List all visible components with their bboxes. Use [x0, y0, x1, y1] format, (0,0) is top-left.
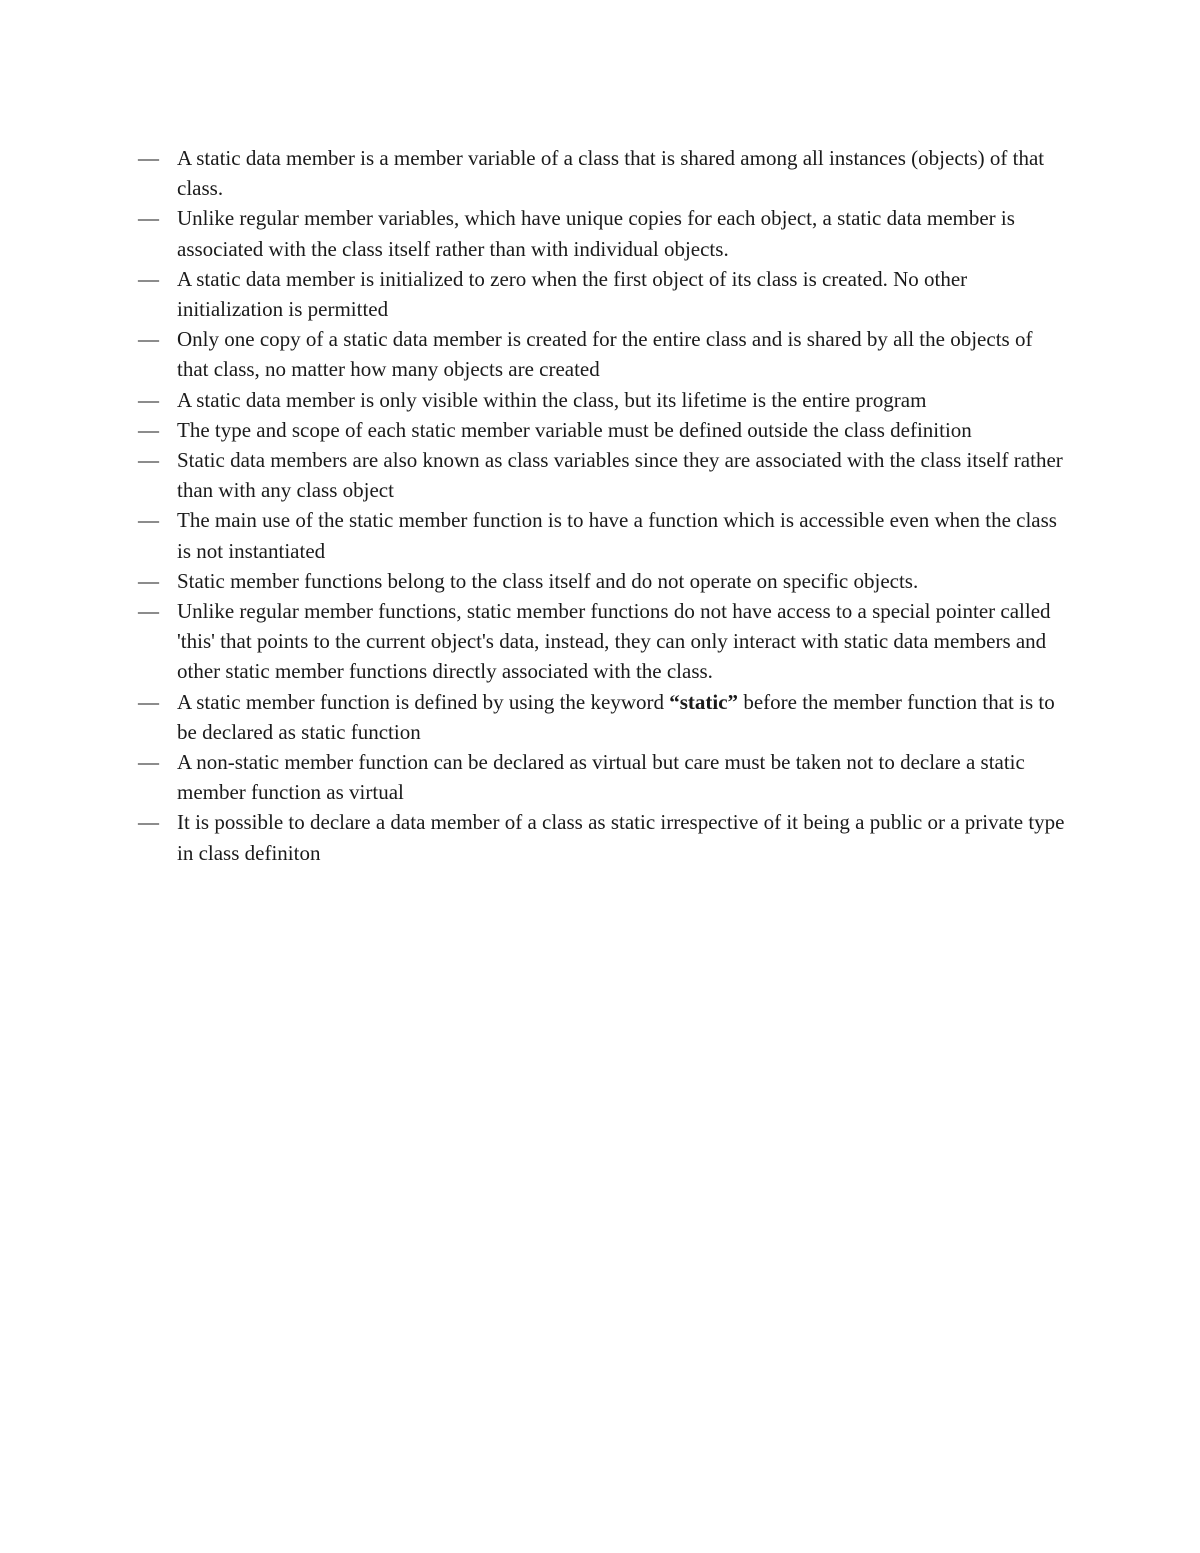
list-item	[138, 596, 1068, 687]
dash-bullet-icon: —	[138, 568, 159, 593]
list-item	[138, 203, 1068, 263]
list-item	[138, 505, 1068, 565]
list-item-text: The main use of the static member function is to have a function which is accessible even when the class is not instantiated	[177, 508, 1057, 563]
dash-bullet-icon: —	[138, 266, 159, 291]
list-item	[138, 807, 1068, 867]
list-item	[138, 415, 1068, 445]
dash-bullet-icon: —	[138, 327, 159, 352]
list-item	[138, 747, 1068, 807]
list-item-text-before: A static member function is defined by using the keyword	[177, 689, 670, 714]
list-item-text: The type and scope of each static member variable must be defined outside the class definition	[177, 417, 972, 442]
list-item	[138, 445, 1068, 505]
static-keyword: “static”	[669, 689, 739, 714]
dash-bullet-icon: —	[138, 689, 159, 714]
list-item-text: A static data member is initialized to zero when the first object of its class is created. No other initialization is permitted	[177, 266, 968, 322]
dash-bullet-icon: —	[138, 448, 159, 473]
static-members-bullet-list	[138, 143, 1068, 868]
list-item-text-after: before the member function that is to be declared as static function	[177, 689, 1055, 744]
dash-bullet-icon: —	[138, 206, 159, 231]
list-item-text: A static data member is a member variable of a class that is shared among all instances (objects) of that class.	[177, 146, 1045, 201]
list-item-text: Only one copy of a static data member is created for the entire class and is shared by all the objects of that class, no matter how many objects are created	[177, 327, 1033, 382]
dash-bullet-icon: —	[138, 387, 159, 412]
dash-bullet-icon: —	[138, 417, 159, 442]
list-item	[138, 264, 1068, 324]
dash-bullet-icon: —	[138, 810, 159, 835]
list-item	[138, 566, 1068, 596]
list-item-text: Static member functions belong to the class itself and do not operate on specific objects.	[177, 568, 919, 593]
list-item	[138, 143, 1068, 203]
list-item	[138, 324, 1068, 384]
dash-bullet-icon: —	[138, 146, 159, 170]
list-item-text: Unlike regular member variables, which have unique copies for each object, a static data member is associated with the class itself rather than with individual objects.	[177, 206, 1015, 261]
list-item-text: Unlike regular member functions, static member functions do not have access to a special pointer called 'this' that points to the current object's data, instead, they can only interact with static data members and other static member functions directly associated with the class.	[177, 599, 1051, 684]
list-item	[138, 385, 1068, 415]
dash-bullet-icon: —	[138, 750, 159, 775]
dash-bullet-icon: —	[138, 508, 159, 533]
list-item-text: A static data member is only visible within the class, but its lifetime is the entire program	[177, 387, 927, 412]
dash-bullet-icon: —	[138, 599, 159, 624]
list-item	[138, 687, 1068, 747]
list-item-text: Static data members are also known as class variables since they are associated with the class itself rather than with any class object	[177, 448, 1063, 503]
list-item-text: A non-static member function can be declared as virtual but care must be taken not to declare a static member function as virtual	[177, 750, 1025, 805]
list-item-text: It is possible to declare a data member of a class as static irrespective of it being a public or a private type in class definiton	[177, 810, 1065, 865]
